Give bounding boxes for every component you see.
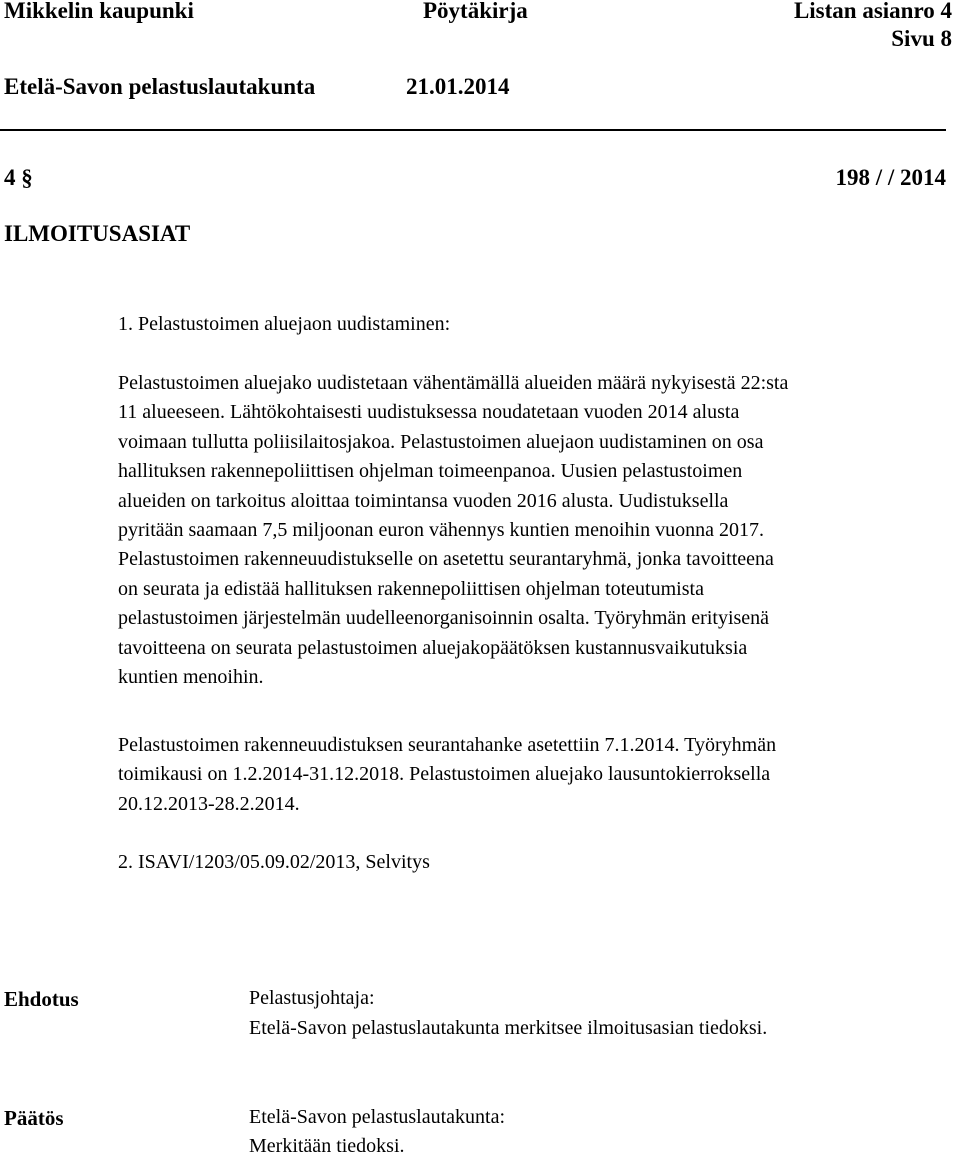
decision-text: Merkitään tiedoksi. [249, 1135, 405, 1157]
section-number: 4 § [4, 165, 33, 190]
proposal-author: Pelastusjohtaja: [249, 987, 375, 1009]
paragraph-line: Pelastustoimen rakenneuudistuksen seurantahanke asetettiin 7.1.2014. Työryhmän [118, 734, 777, 756]
item1-heading: 1. Pelastustoimen aluejaon uudistaminen: [118, 313, 451, 335]
header-city: Mikkelin kaupunki [4, 0, 194, 23]
paragraph-line: toimikausi on 1.2.2014-31.12.2018. Pelastustoimen aluejako lausuntokierroksella [118, 763, 771, 786]
header-item-number: Listan asianro 4 [793, 0, 952, 23]
item1-paragraph-1 [118, 369, 960, 692]
paragraph-line: hallituksen rakennepoliittisen ohjelman toimeenpanoa. Uusien pelastustoimen [118, 460, 743, 483]
item1-paragraph-2 [118, 731, 960, 819]
proposal-label: Ehdotus [4, 987, 79, 1011]
paragraph-line: Pelastustoimen aluejako uudistetaan vähentämällä alueiden määrä nykyisestä 22:sta [118, 372, 789, 394]
proposal-text: Etelä-Savon pelastuslautakunta merkitsee ilmoitusasian tiedoksi. [249, 1017, 768, 1039]
paragraph-line: 11 alueeseen. Lähtökohtaisesti uudistuksessa noudatetaan vuoden 2014 alusta [118, 401, 740, 424]
paragraph-line: on seurata ja edistää hallituksen rakennepoliittisen ohjelman toteutumista [118, 577, 704, 600]
paragraph-line: pelastustoimen järjestelmän uudelleenorganisoinnin osalta. Työryhmän erityisenä [118, 607, 770, 630]
header-divider [0, 129, 946, 131]
paragraph-line: voimaan tullutta poliisilaitosjakoa. Pelastustoimen aluejaon uudistaminen on osa [118, 430, 764, 453]
paragraph-line: pyritään saamaan 7,5 miljoonan euron vähennys kuntien menoihin vuonna 2017. [118, 519, 764, 542]
header-page-number: Sivu 8 [891, 26, 952, 51]
header-board: Etelä-Savon pelastuslautakunta [4, 74, 316, 99]
decision-label: Päätös [4, 1106, 64, 1130]
paragraph-line: Pelastustoimen rakenneuudistukselle on asetettu seurantaryhmä, jonka tavoitteena [118, 548, 774, 571]
paragraph-line: alueiden on tarkoitus aloittaa toimintansa vuoden 2016 alusta. Uudistuksella [118, 489, 729, 512]
section-reference: 198 / / 2014 [835, 165, 946, 190]
item2-heading: 2. ISAVI/1203/05.09.02/2013, Selvitys [118, 851, 430, 873]
header-date: 21.01.2014 [406, 74, 510, 99]
section-title: ILMOITUSASIAT [4, 221, 191, 246]
paragraph-line: kuntien menoihin. [118, 666, 264, 689]
paragraph-line: 20.12.2013-28.2.2014. [118, 792, 300, 815]
header-doc-type: Pöytäkirja [423, 0, 528, 23]
decision-author: Etelä-Savon pelastuslautakunta: [249, 1106, 506, 1128]
paragraph-line: tavoitteena on seurata pelastustoimen aluejakopäätöksen kustannusvaikutuksia [118, 636, 748, 659]
